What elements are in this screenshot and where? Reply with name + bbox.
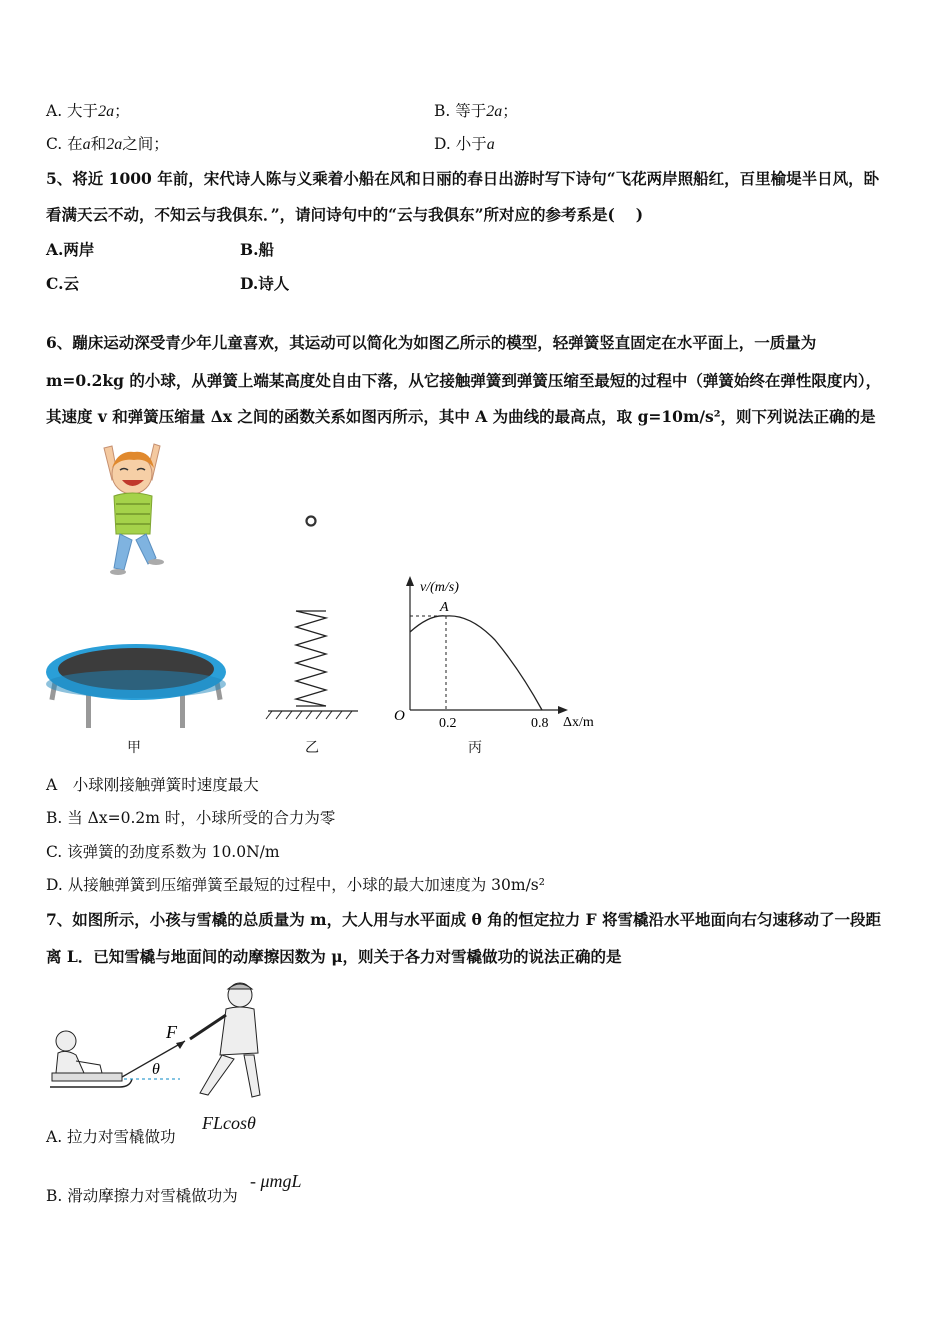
q5-option-d: D.诗人 xyxy=(240,274,290,293)
graph-point-a: A xyxy=(440,600,449,615)
q5-option-a: A.两岸 xyxy=(46,240,95,259)
sled-angle-label: θ xyxy=(152,1061,160,1078)
spring-model-diagram xyxy=(262,505,362,727)
q7-option-a-formula: FLcosθ xyxy=(202,1113,256,1133)
q4-option-d: D. 小于a xyxy=(434,135,495,153)
graph-tick-2: 0.8 xyxy=(531,716,549,731)
velocity-compression-graph xyxy=(390,570,605,735)
q5-stem-line1: 5、将近 1000 年前，宋代诗人陈与义乘着小船在风和日丽的春日出游时写下诗句“飞花两岸照船红，百里榆堤半日风，卧 xyxy=(46,169,880,188)
q6-option-d: D. 从接触弹簧到压缩弹簧至最短的过程中，小球的最大加速度为 30m/s² xyxy=(46,876,545,894)
sled-pulling-illustration xyxy=(40,975,270,1110)
q6-stem-line1: 6、蹦床运动深受青少年儿童喜欢，其运动可以简化为如图乙所示的模型，轻弹簧竖直固定在水平面上，一质量为 xyxy=(46,333,817,352)
q7-option-b: B. 滑动摩擦力对雪橇做功为 xyxy=(46,1187,238,1205)
q6-stem-line2: m=0.2kg 的小球，从弹簧上端某高度处自由下落，从它接触弹簧到弹簧压缩至最短的过程中（弹簧始终在弹性限度内）， xyxy=(46,371,882,390)
q6-option-c: C. 该弹簧的劲度系数为 10.0N/m xyxy=(46,843,280,861)
q5-stem-line2: 看满天云不动，不知云与我俱东．”，请问诗句中的“云与我俱东”所对应的参考系是( ) xyxy=(46,205,644,224)
q6-option-a: A 小球刚接触弹簧时速度最大 xyxy=(46,776,259,794)
fig-label-yi: 乙 xyxy=(305,740,319,756)
graph-y-label: v/(m/s) xyxy=(420,580,459,595)
sled-force-label: F xyxy=(166,1022,177,1042)
q7-stem-line1: 7、如图所示，小孩与雪橇的总质量为 m，大人用与水平面成 θ 角的恒定拉力 F 将雪橇沿水平地面向右匀速移动了一段距 xyxy=(46,910,882,929)
q5-option-c: C.云 xyxy=(46,274,79,293)
q6-stem-line3: 其速度 v 和弹簧压缩量 Δx 之间的函数关系如图丙所示，其中 A 为曲线的最高点，取 g=10m/s²，则下列说法正确的是 xyxy=(46,407,876,426)
q6-option-b: B. 当 Δx=0.2m 时，小球所受的合力为零 xyxy=(46,809,336,827)
fig-label-bing: 丙 xyxy=(468,740,482,756)
q7-option-a: A. 拉力对雪橇做功 xyxy=(46,1128,176,1146)
graph-x-label: Δx/m xyxy=(563,715,594,730)
jumping-child-illustration xyxy=(90,440,180,585)
q4-option-a: A. 大于2a； xyxy=(46,102,130,120)
graph-tick-1: 0.2 xyxy=(439,716,457,731)
trampoline-illustration xyxy=(42,640,232,735)
q4-option-c: C. 在a和2a之间； xyxy=(46,135,169,153)
q5-option-b: B.船 xyxy=(240,240,274,259)
q7-option-b-formula: - μmgL xyxy=(250,1171,302,1191)
q7-stem-line2: 离 L．已知雪橇与地面间的动摩擦因数为 μ，则关于各力对雪橇做功的说法正确的是 xyxy=(46,947,622,966)
q4-option-b: B. 等于2a； xyxy=(434,102,518,120)
fig-label-jia: 甲 xyxy=(127,740,141,756)
graph-curve xyxy=(410,616,542,710)
graph-origin: O xyxy=(394,708,405,724)
